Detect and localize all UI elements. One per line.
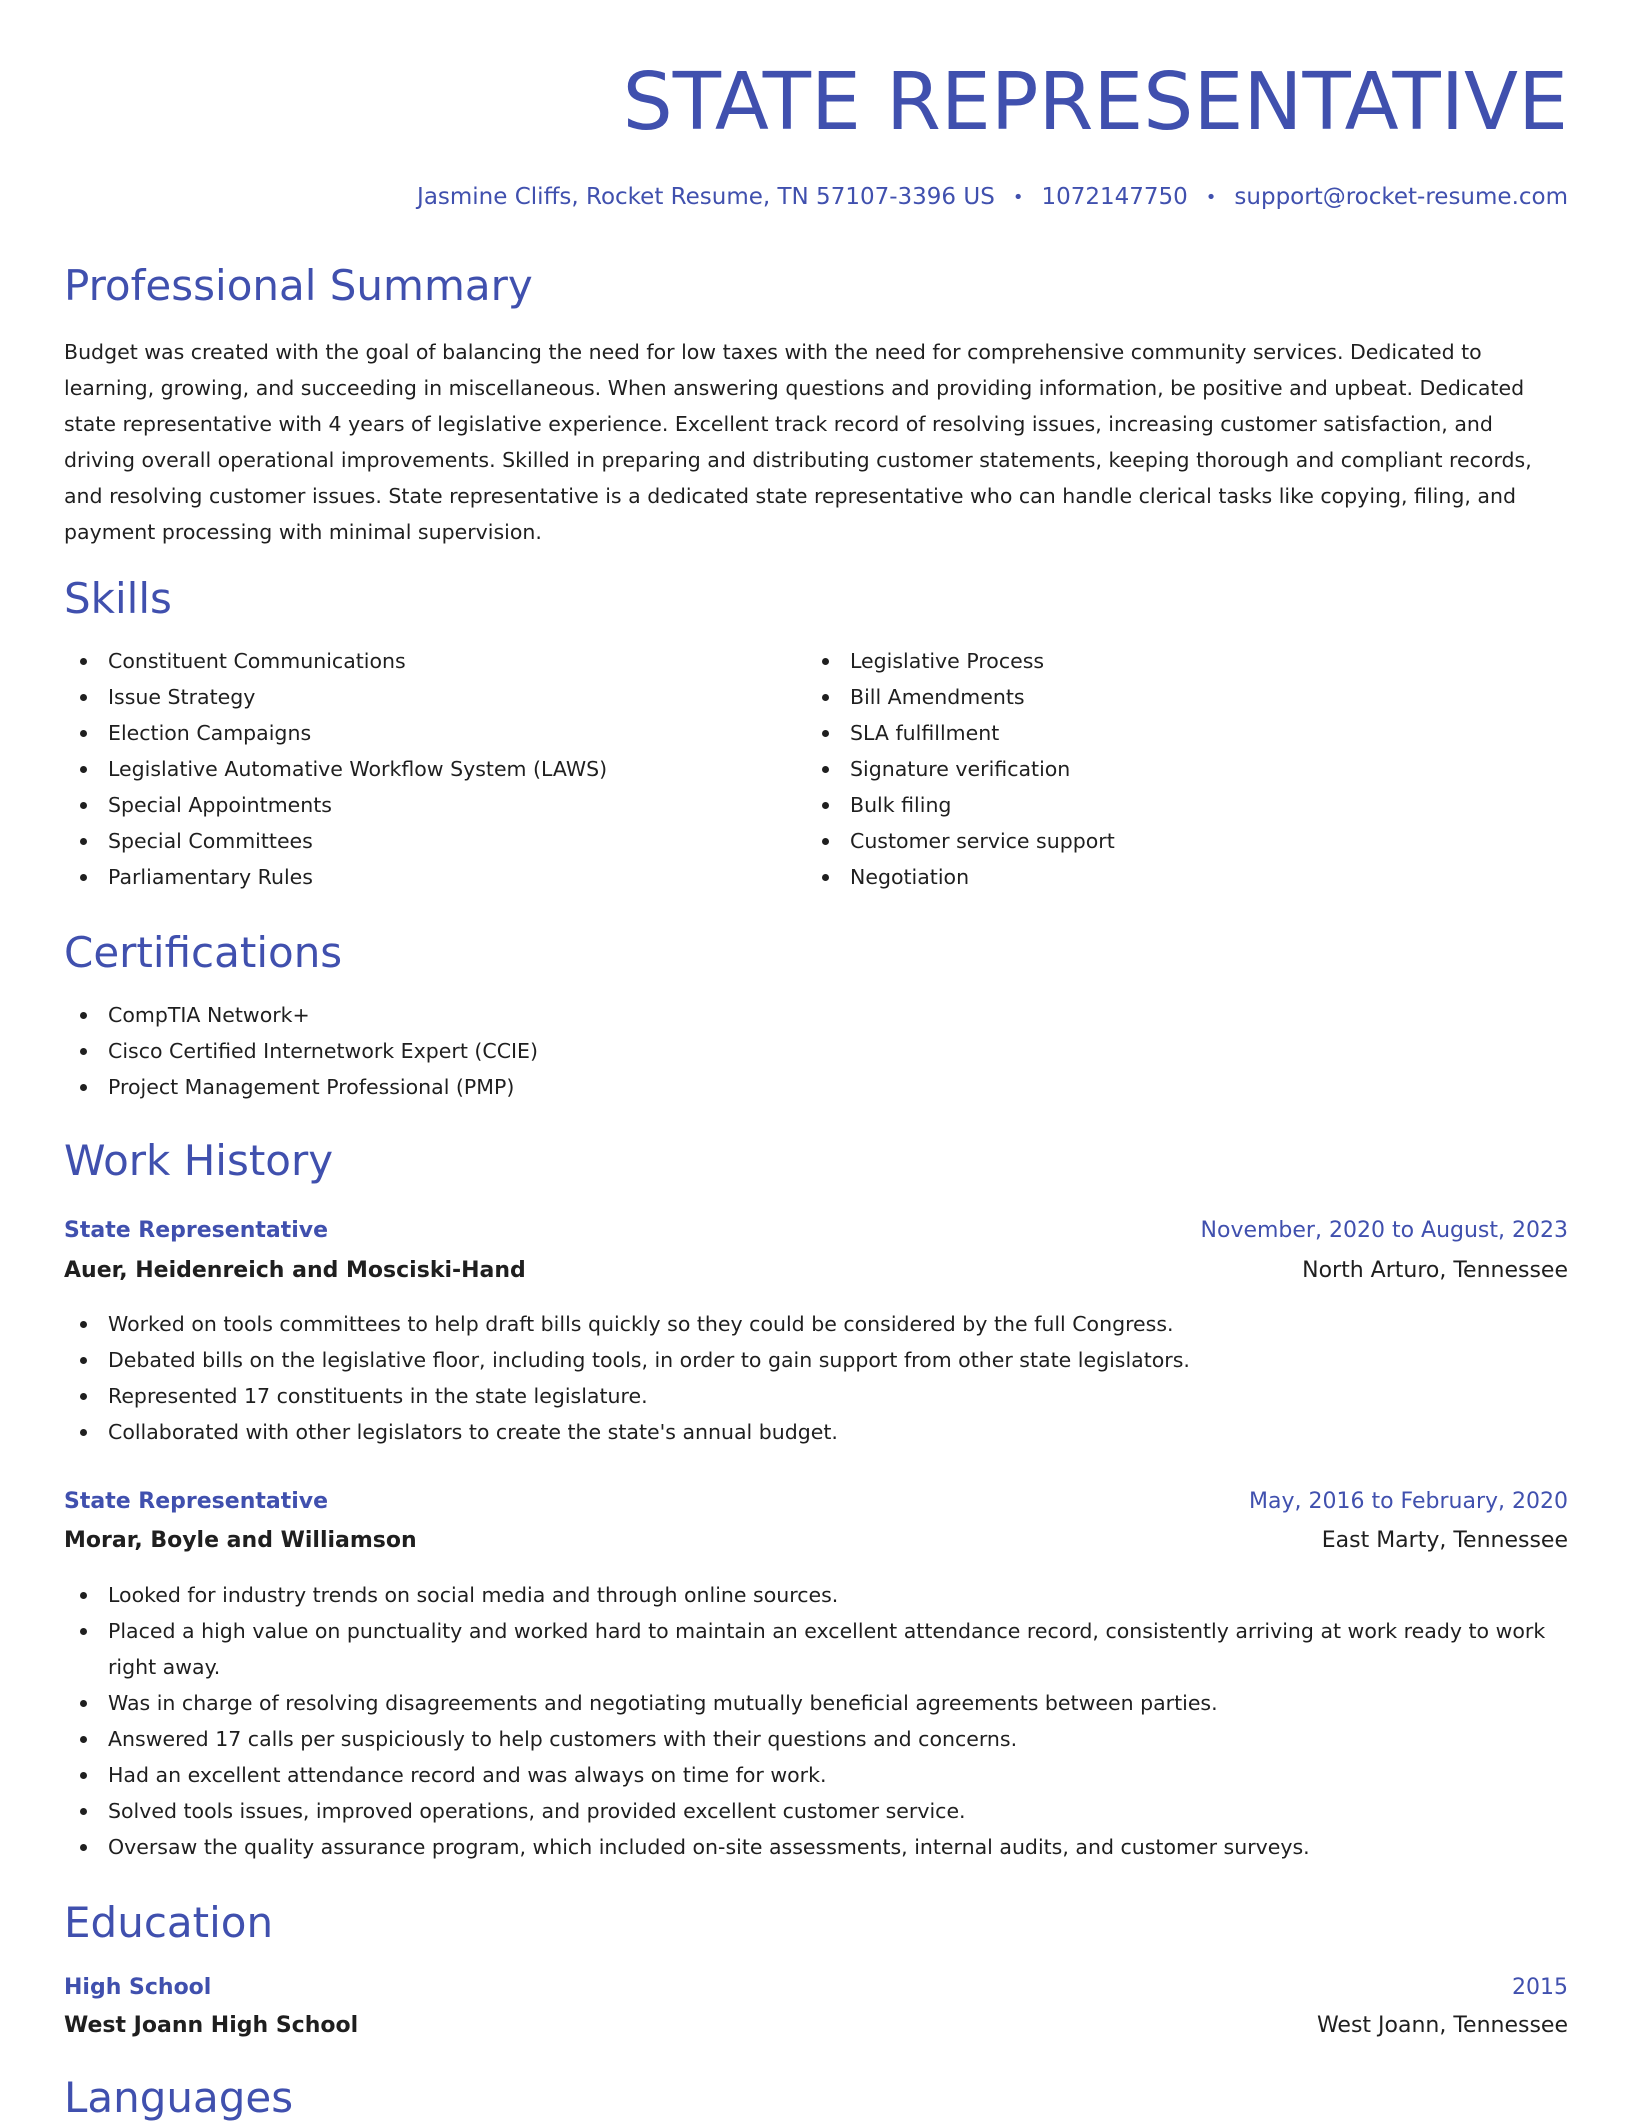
skill-item: Legislative Process [806,643,1546,679]
contact-line [417,181,1568,214]
job-bullet: Collaborated with other legislators to create the state's annual budget. [64,1414,1568,1450]
skill-item: Election Campaigns [64,715,784,751]
skill-item: Customer service support [806,823,1546,859]
skill-item: Special Appointments [64,787,784,823]
certifications-list [64,997,1568,1105]
job-company: Morar, Boyle and Williamson [64,1528,417,1553]
job-bullet: Worked on tools committees to help draft bills quickly so they could be considered by the full Congress. [64,1306,1568,1342]
job-location: North Arturo, Tennessee [1302,1258,1568,1283]
education-degree: High School [64,1975,212,2000]
skill-item: Bulk filing [806,787,1546,823]
job-bullet: Looked for industry trends on social media and through online sources. [64,1577,1568,1613]
job-bullet: Answered 17 calls per suspiciously to help customers with their questions and concerns. [64,1721,1568,1757]
skill-item: Constituent Communications [64,643,784,679]
job-dates: November, 2020 to August, 2023 [1200,1218,1568,1243]
skill-item: Issue Strategy [64,679,784,715]
contact-phone: 1072147750 [1041,184,1188,210]
job-dates: May, 2016 to February, 2020 [1249,1489,1568,1514]
resume-page [64,0,1568,2122]
section-heading-languages: Languages [64,2073,294,2122]
job-bullet: Had an excellent attendance record and was always on time for work. [64,1757,1568,1793]
skill-item: Parliamentary Rules [64,859,784,895]
certification-item: Cisco Certified Internetwork Expert (CCIE) [64,1033,1568,1069]
job-bullet: Placed a high value on punctuality and worked hard to maintain an excellent attendance record, consistently arriving at work ready to work right away. [64,1613,1568,1685]
skill-item: Signature verification [806,751,1546,787]
job-location: East Marty, Tennessee [1321,1528,1568,1553]
contact-separator: • [1205,187,1217,208]
skill-item: Legislative Automative Workflow System (LAWS) [64,751,784,787]
education-location: West Joann, Tennessee [1316,2013,1568,2038]
certification-item: CompTIA Network+ [64,997,1568,1033]
contact-address: Jasmine Cliffs, Rocket Resume, TN 57107-3396 US [417,184,995,210]
section-heading-certifications: Certifications [64,928,343,977]
skills-list-right [806,643,1546,895]
contact-email[interactable]: support@rocket-resume.com [1234,184,1568,210]
resume-title: STATE REPRESENTATIVE [622,56,1568,148]
skill-item: SLA fulfillment [806,715,1546,751]
summary-text: Budget was created with the goal of balancing the need for low taxes with the need for comprehensive community services. Dedicated to learning, growing, and succeeding in miscellaneous. When answering questions and providing information, be positive and upbeat. Dedicated state representative with 4 years of legislative experience. Excellent track record of resolving issues, increasing customer satisfaction, and driving overall operational improvements. Skilled in preparing and distributing customer statements, keeping thorough and compliant records, and resolving customer issues. State representative is a dedicated state representative who can handle clerical tasks like copying, filing, and payment processing with minimal supervision. [64,340,1532,544]
section-heading-education: Education [64,1898,274,1947]
skill-item: Bill Amendments [806,679,1546,715]
skill-item: Negotiation [806,859,1546,895]
job-bullet: Debated bills on the legislative floor, including tools, in order to gain support from other state legislators. [64,1342,1568,1378]
job-title: State Representative [64,1489,329,1514]
job-bullet: Solved tools issues, improved operations, and provided excellent customer service. [64,1793,1568,1829]
contact-separator: • [1012,187,1024,208]
certification-item: Project Management Professional (PMP) [64,1069,1568,1105]
job-bullets [64,1577,1568,1865]
job-bullets [64,1306,1568,1450]
education-year: 2015 [1512,1975,1568,2000]
skill-item: Special Committees [64,823,784,859]
job-bullet: Was in charge of resolving disagreements and negotiating mutually beneficial agreements between parties. [64,1685,1568,1721]
skills-list-left [64,643,784,895]
section-heading-skills: Skills [64,574,172,623]
education-school: West Joann High School [64,2013,359,2038]
section-heading-summary: Professional Summary [64,261,533,310]
job-bullet: Represented 17 constituents in the state legislature. [64,1378,1568,1414]
job-company: Auer, Heidenreich and Mosciski-Hand [64,1258,526,1283]
section-heading-work-history: Work History [64,1136,334,1185]
job-bullet: Oversaw the quality assurance program, which included on-site assessments, internal audits, and customer surveys. [64,1829,1568,1865]
job-title: State Representative [64,1218,329,1243]
